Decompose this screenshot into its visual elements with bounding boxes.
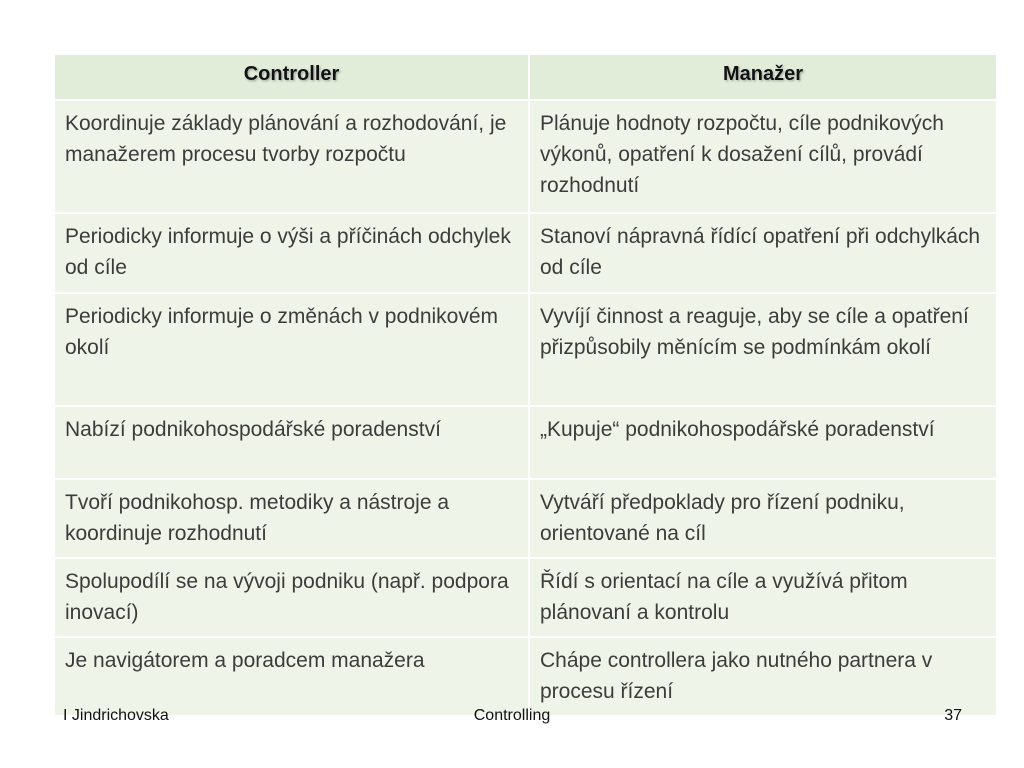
controller-cell: Periodicky informuje o výši a příčinách odchylek od cíle xyxy=(54,213,529,293)
header-manazer: Manažer xyxy=(529,54,997,100)
manager-cell: Stanoví nápravná řídící opatření při odchylkách od cíle xyxy=(529,213,997,293)
comparison-table xyxy=(53,53,998,717)
controller-cell: Je navigátorem a poradcem manažera xyxy=(54,637,529,716)
table-row xyxy=(54,558,997,637)
manager-cell: Vyvíjí činnost a reaguje, aby se cíle a opatření přizpůsobily měnícím se podmínkám okolí xyxy=(529,293,997,406)
table-row xyxy=(54,100,997,213)
footer-author: I Jindrichovska xyxy=(63,707,169,724)
manager-cell: Vytváří předpoklady pro řízení podniku, orientované na cíl xyxy=(529,479,997,558)
manager-cell: „Kupuje“ podnikohospodářské poradenství xyxy=(529,406,997,479)
controller-cell: Nabízí podnikohospodářské poradenství xyxy=(54,406,529,479)
table-row xyxy=(54,406,997,479)
manager-cell: Plánuje hodnoty rozpočtu, cíle podnikových výkonů, opatření k dosažení cílů, provádí rozhodnutí xyxy=(529,100,997,213)
footer-title: Controlling xyxy=(473,707,551,724)
footer-page-number: 37 xyxy=(944,707,962,724)
controller-cell: Koordinuje základy plánování a rozhodování, je manažerem procesu tvorby rozpočtu xyxy=(54,100,529,213)
table-header-row xyxy=(54,54,997,100)
table-row xyxy=(54,637,997,716)
manager-cell: Chápe controllera jako nutného partnera v procesu řízení xyxy=(529,637,997,716)
table-row xyxy=(54,213,997,293)
controller-cell: Tvoří podnikohosp. metodiky a nástroje a koordinuje rozhodnutí xyxy=(54,479,529,558)
controller-cell: Spolupodílí se na vývoji podniku (např. podpora inovací) xyxy=(54,558,529,637)
manager-cell: Řídí s orientací na cíle a využívá přitom plánovaní a kontrolu xyxy=(529,558,997,637)
table-row xyxy=(54,479,997,558)
table-row xyxy=(54,293,997,406)
controller-cell: Periodicky informuje o změnách v podnikovém okolí xyxy=(54,293,529,406)
header-controller: Controller xyxy=(54,54,529,100)
